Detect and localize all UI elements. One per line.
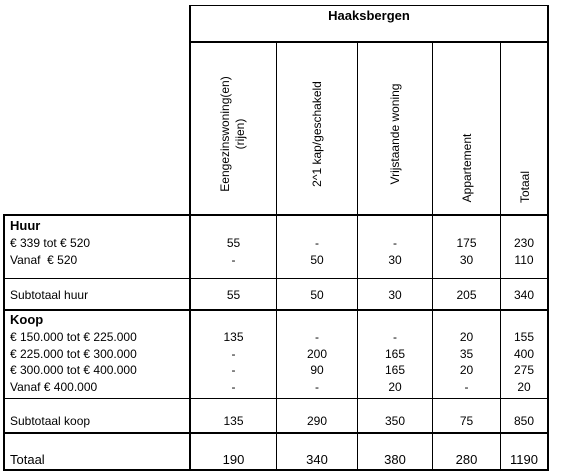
cell: 350 — [384, 414, 406, 428]
cell: 20 — [517, 380, 531, 394]
column-header: Vrijstaande woning — [388, 83, 402, 185]
cell: 20 — [388, 380, 402, 394]
cell: 290 — [306, 414, 328, 428]
cell: 190 — [222, 452, 245, 467]
cell: 50 — [310, 253, 324, 267]
grid-line — [189, 41, 549, 43]
grid-line — [189, 5, 549, 6]
cell: 55 — [226, 288, 241, 302]
cell: 205 — [456, 288, 477, 302]
cell: 30 — [459, 253, 474, 267]
cell: 30 — [388, 288, 402, 302]
cell: - — [315, 380, 319, 394]
table-title: Haaksbergen — [328, 8, 410, 23]
column-header: Totaal — [518, 170, 532, 204]
cell: 200 — [306, 347, 328, 361]
cell: - — [231, 380, 236, 394]
row-label: Subtotaal huur — [10, 288, 89, 302]
row-label: Subtotaal koop — [10, 414, 91, 428]
cell: 1190 — [510, 452, 538, 467]
cell: 400 — [513, 347, 535, 361]
cell: - — [315, 330, 319, 344]
cell: 50 — [310, 288, 324, 302]
grid-line — [547, 5, 549, 471]
cell: 155 — [513, 330, 535, 344]
column-header: Appartement — [460, 133, 474, 203]
cell: - — [393, 330, 397, 344]
cell: 230 — [513, 236, 535, 250]
cell: 850 — [513, 414, 535, 428]
cell: - — [231, 253, 236, 267]
row-label: € 339 tot € 520 — [10, 236, 91, 250]
cell: 340 — [306, 452, 328, 467]
cell: 175 — [456, 236, 477, 250]
cell: 20 — [459, 330, 474, 344]
cell: 135 — [223, 330, 244, 344]
column-header: Eengezinswoning(en) (rijen) — [218, 76, 247, 192]
cell: - — [464, 380, 469, 394]
row-label: Vanaf € 520 — [10, 253, 78, 267]
cell: 275 — [513, 363, 535, 377]
row-label: Totaal — [10, 452, 45, 467]
cell: 165 — [384, 347, 406, 361]
cell: - — [231, 347, 236, 361]
cell: 280 — [455, 452, 478, 467]
row-label: € 300.000 tot € 400.000 — [10, 363, 137, 377]
row-label: € 225.000 tot € 300.000 — [10, 347, 137, 361]
cell: 75 — [459, 414, 474, 428]
cell: - — [393, 236, 397, 250]
cell: 35 — [459, 347, 474, 361]
cell: 110 — [514, 253, 534, 267]
column-header: 2^1 kap/geschakeld — [310, 81, 324, 187]
cell: 30 — [388, 253, 402, 267]
cell: - — [315, 236, 319, 250]
section-heading: Huur — [10, 218, 41, 233]
cell: 165 — [384, 363, 406, 377]
row-label: € 150.000 tot € 225.000 — [10, 330, 137, 344]
cell: 20 — [459, 363, 474, 377]
section-heading: Koop — [10, 312, 44, 327]
cell: 340 — [513, 288, 535, 302]
cell: - — [231, 363, 236, 377]
cell: 135 — [223, 414, 244, 428]
row-label: Vanaf € 400.000 — [10, 380, 98, 394]
cell: 90 — [310, 363, 324, 377]
cell: 55 — [226, 236, 241, 250]
cell: 380 — [384, 452, 406, 467]
